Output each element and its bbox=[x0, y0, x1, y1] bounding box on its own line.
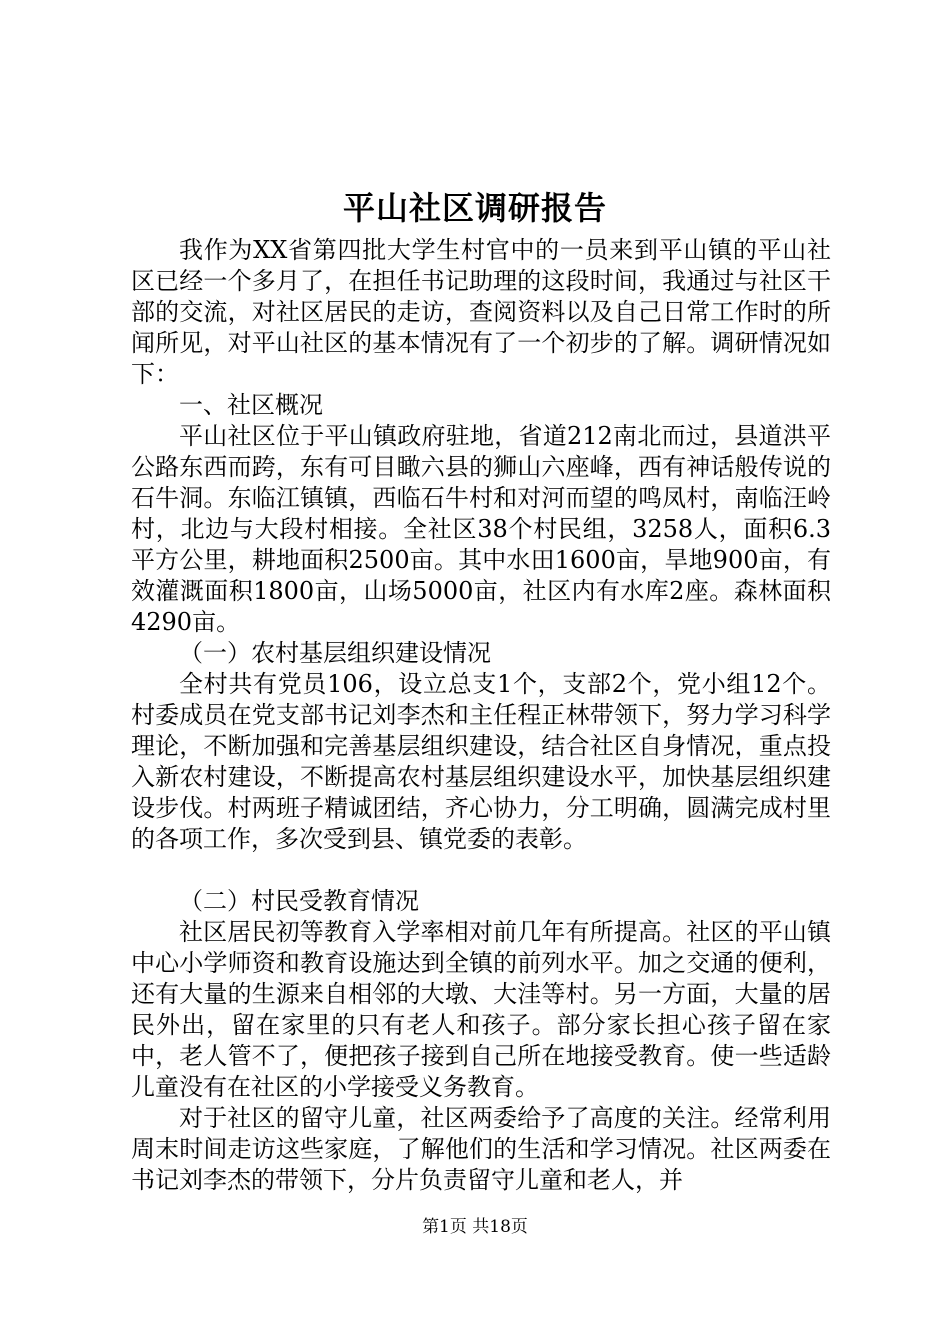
paragraph-intro: 我作为XX省第四批大学生村官中的一员来到平山镇的平山社区已经一个多月了，在担任书记助理的这段时间，我通过与社区干部的交流，对社区居民的走访，查阅资料以及自己日常工作时的所闻所见，对平山社区的基本情况有了一个初步的了解。调研情况如下： bbox=[131, 236, 831, 388]
page-footer: 第1页 共18页 bbox=[422, 1217, 528, 1237]
heading-community-overview: 一、社区概况 bbox=[179, 391, 323, 419]
document-body bbox=[131, 235, 831, 1196]
paragraph-overview: 平山社区位于平山镇政府驻地，省道212南北而过，县道洪平公路东西而跨，东有可目瞰六县的狮山六座峰，西有神话般传说的石牛洞。东临江镇镇，西临石牛村和对河而望的鸣凤村，南临汪岭村，北边与大段村相接。全社区38个村民组，3258人，面积6.3平方公里，耕地面积2500亩。其中水田1600亩，旱地900亩，有效灌溉面积1800亩，山场5000亩，社区内有水库2座。森林面积4290亩。 bbox=[131, 422, 831, 636]
paragraph-left-behind-children: 对于社区的留守儿童，社区两委给予了高度的关注。经常利用周末时间走访这些家庭，了解他们的生活和学习情况。社区两委在书记刘李杰的带领下，分片负责留守儿童和老人，并 bbox=[131, 1104, 831, 1194]
heading-education: （二）村民受教育情况 bbox=[179, 887, 419, 915]
document-title: 平山社区调研报告 bbox=[342, 189, 607, 227]
paragraph-education: 社区居民初等教育入学率相对前几年有所提高。社区的平山镇中心小学师资和教育设施达到全镇的前列水平。加之交通的便利，还有大量的生源来自相邻的大墩、大洼等村。另一方面，大量的居民外出，留在家里的只有老人和孩子。部分家长担心孩子留在家中，老人管不了，便把孩子接到自己所在地接受教育。使一些适龄儿童没有在社区的小学接受义务教育。 bbox=[131, 918, 831, 1101]
paragraph-grassroots-organization: 全村共有党员106，设立总支1个，支部2个，党小组12个。村委成员在党支部书记刘李杰和主任程正林带领下，努力学习科学理论，不断加强和完善基层组织建设，结合社区自身情况，重点投入新农村建设，不断提高农村基层组织建设水平，加快基层组织建设步伐。村两班子精诚团结，齐心协力，分工明确，圆满完成村里的各项工作，多次受到县、镇党委的表彰。 bbox=[131, 670, 831, 853]
heading-grassroots-organization: （一）农村基层组织建设情况 bbox=[179, 639, 491, 667]
